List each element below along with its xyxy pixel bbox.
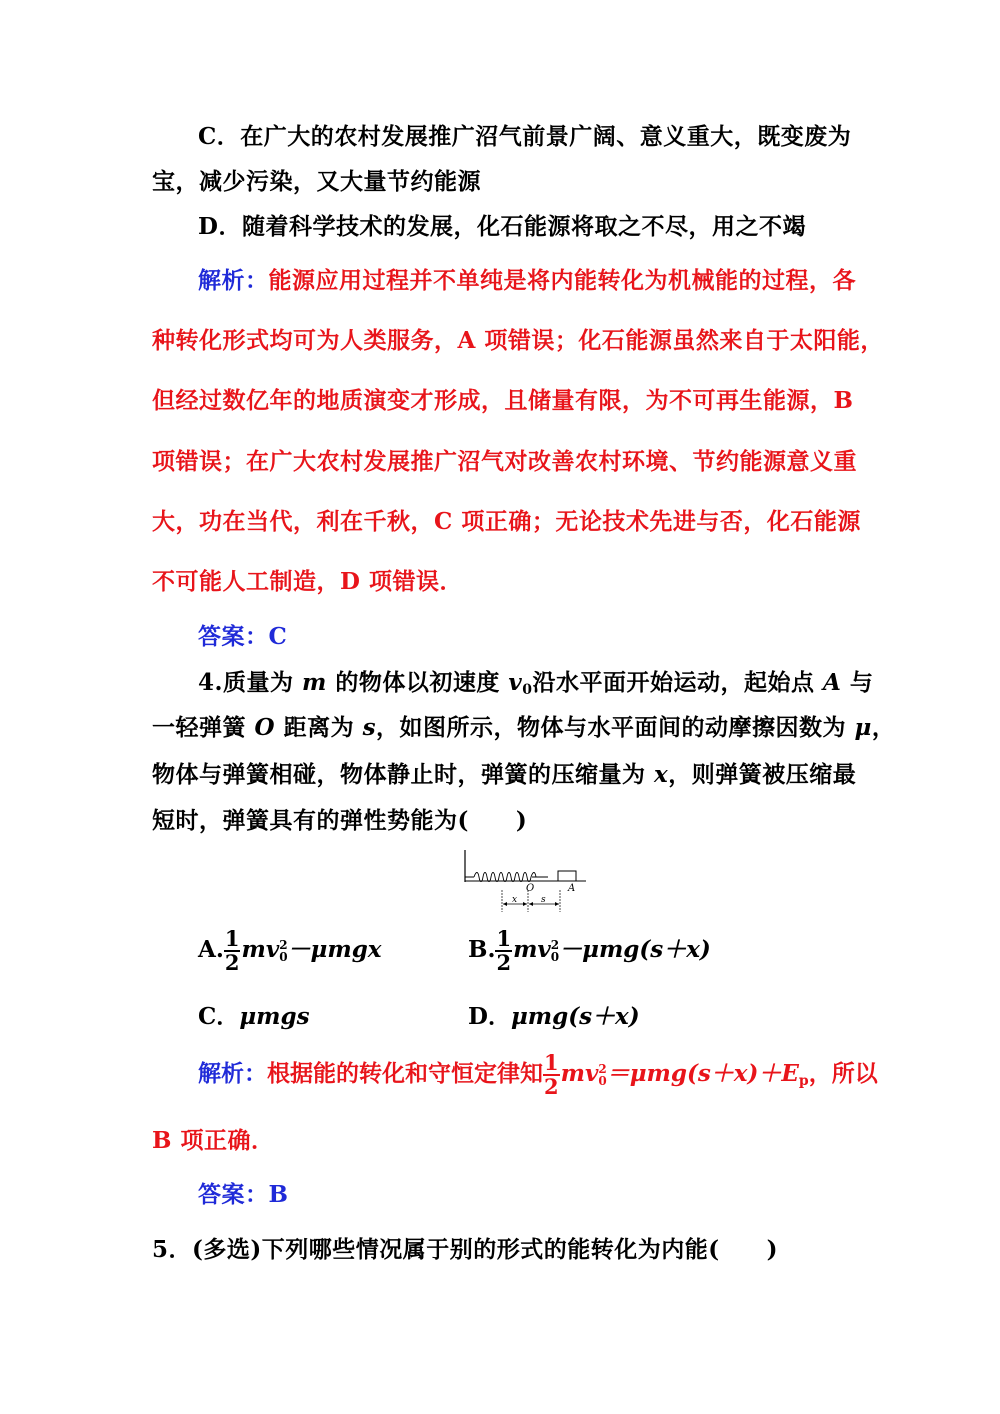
subscript: 0 xyxy=(598,1074,607,1088)
q5-stem: 5．(多选)下列哪些情况属于别的形式的能转化为内能( ) xyxy=(152,1236,779,1263)
spring-block-figure xyxy=(462,848,592,914)
q4-analysis-text: ，所以 xyxy=(808,1060,878,1087)
option-letter: D． xyxy=(468,1003,511,1030)
option-expression: mv xyxy=(513,936,551,963)
option-letter: B. xyxy=(468,936,496,963)
q4-analysis-line2: B 项正确． xyxy=(152,1127,275,1154)
q4-stem-text: 的物体以初速度 xyxy=(326,669,509,696)
subscript: 0 xyxy=(279,950,288,964)
q3-answer-value: C xyxy=(268,623,288,650)
var-A: A xyxy=(823,669,842,696)
figure-label-x: x xyxy=(512,895,518,905)
q4-answer xyxy=(198,1180,288,1210)
q4-stem-text: 4.质量为 xyxy=(198,669,303,696)
superscript: 2 xyxy=(550,938,560,952)
block xyxy=(558,871,576,881)
q4-stem-text: ， xyxy=(871,714,896,741)
superscript: 2 xyxy=(598,1062,607,1076)
q3-analysis-text: 能源应用过程并不单纯是将内能转化为机械能的过程，各 xyxy=(268,267,856,294)
option-letter: C． xyxy=(198,1003,240,1030)
q4-stem-line1 xyxy=(198,668,873,705)
q4-stem-text: 与 xyxy=(841,669,874,696)
q3-analysis-line1 xyxy=(198,266,856,296)
q4-stem-line4: 短时，弹簧具有的弹性势能为( ) xyxy=(152,807,528,834)
var-x: x xyxy=(654,761,669,788)
q4-stem-text: 一轻弹簧 xyxy=(152,714,255,741)
q3-analysis-line4: 项错误；在广大农村发展推广沼气对改善农村环境、节约能源意义重 xyxy=(152,448,857,475)
var-v-subscript: 0 xyxy=(522,682,533,698)
q4-option-d xyxy=(468,998,640,1031)
q4-option-b xyxy=(468,928,711,974)
q4-stem-text: 距离为 xyxy=(275,714,363,741)
q3-analysis-line6: 不可能人工制造，D 项错误． xyxy=(152,568,463,595)
q4-analysis-text: 根据能的转化和守恒定律知 xyxy=(267,1060,543,1087)
analysis-expression: ＝μmg(s＋x)＋E xyxy=(606,1060,799,1087)
q4-option-c xyxy=(198,998,310,1031)
q4-stem-text: ，如图所示，物体与水平面间的动摩擦因数为 xyxy=(376,714,855,741)
var-mu: μ xyxy=(854,714,872,741)
var-O: O xyxy=(254,714,276,741)
q3-answer-label: 答案： xyxy=(198,623,269,650)
q3-analysis-line3: 但经过数亿年的地质演变才形成，且储量有限，为不可再生能源，B xyxy=(152,387,854,414)
subscript: 0 xyxy=(550,950,560,964)
option-expression: mv xyxy=(241,936,280,963)
q3-option-c-line1: C．在广大的农村发展推广沼气前景广阔、意义重大，既变废为 xyxy=(198,123,852,150)
fraction-denominator: 2 xyxy=(544,1074,559,1099)
q4-stem-text: ，则弹簧被压缩最 xyxy=(668,761,857,788)
var-v: v xyxy=(508,669,523,696)
figure-label-s: s xyxy=(541,895,546,905)
superscript: 2 xyxy=(279,938,288,952)
fraction-numerator: 1 xyxy=(544,1050,559,1075)
option-expression: －μmgx xyxy=(287,936,382,963)
fraction-numerator: 1 xyxy=(496,926,512,951)
q4-option-a xyxy=(198,928,382,974)
q3-option-d: D．随着科学技术的发展，化石能源将取之不尽，用之不竭 xyxy=(198,213,806,240)
q4-stem-line2 xyxy=(152,713,895,743)
q4-answer-value: B xyxy=(268,1181,289,1208)
q3-analysis-label: 解析： xyxy=(198,267,269,294)
q4-stem-text: 物体与弹簧相碰，物体静止时，弹簧的压缩量为 xyxy=(152,761,655,788)
q3-option-c-line2: 宝，减少污染，又大量节约能源 xyxy=(152,168,481,195)
q4-analysis-label: 解析： xyxy=(198,1060,267,1087)
option-letter: A. xyxy=(198,936,224,963)
q3-analysis-line2: 种转化形式均可为人类服务，A 项错误；化石能源虽然来自于太阳能， xyxy=(152,327,884,354)
fraction-denominator: 2 xyxy=(224,950,240,975)
q4-stem-line3 xyxy=(152,760,856,790)
q4-stem-text: 沿水平面开始运动，起始点 xyxy=(532,669,824,696)
fraction-numerator: 1 xyxy=(224,926,240,951)
subscript: p xyxy=(798,1073,809,1089)
q4-analysis-line1 xyxy=(198,1052,878,1098)
var-s: s xyxy=(362,714,377,741)
fraction-denominator: 2 xyxy=(496,950,512,975)
q4-answer-label: 答案： xyxy=(198,1181,269,1208)
figure-label-A: A xyxy=(568,883,576,894)
analysis-expression: mv xyxy=(560,1060,599,1087)
option-expression: μmgs xyxy=(239,1003,310,1030)
figure-label-O: O xyxy=(526,883,535,894)
option-expression: μmg(s＋x) xyxy=(510,1003,640,1030)
var-m: m xyxy=(302,669,327,696)
q3-analysis-line5: 大，功在当代，利在千秋，C 项正确；无论技术先进与否，化石能源 xyxy=(152,508,861,535)
q3-answer xyxy=(198,622,287,652)
option-expression: －μmg(s＋x) xyxy=(559,936,711,963)
